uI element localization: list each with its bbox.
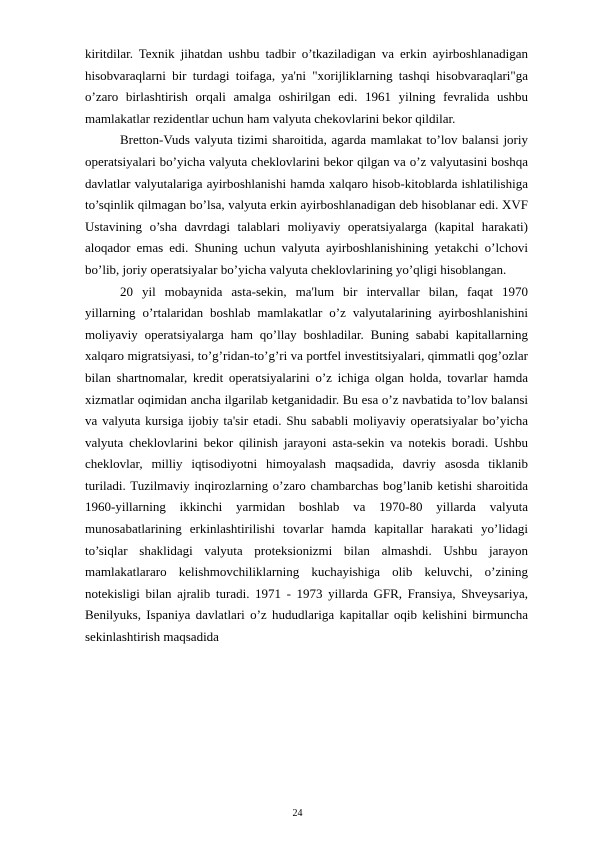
page-number: 24 [292,808,303,819]
paragraph-3: 20 yil mobaynida asta-sekin, ma'lum bir intervallar bilan, faqat 1970 yillarning o’rtalaridan boshlab mamlakatlar o’z valyutalarining ayirboshlanishini moliyaviy operatsiyalarga ham qo’llay boshladilar. Buning sababi kapitallarning xalqaro migratsiyasi, to’g’ridan-to’g’ri va portfel investitsiyalari, qimmatli qog’ozlar bilan shartnomalar, kredit operatsiyalarini o’z ichiga olgan holda, tovarlar hamda xizmatlar oqimidan ancha ilgarilab ketganidadir. Bu esa o’z navbatida to’lov balansi va valyuta kursiga ijobiy ta'sir etadi. Shu sababli moliyaviy operatsiyalar bo’yicha valyuta cheklovlarini bekor qilinish jarayoni asta-sekin va notekis boradi. Ushbu cheklovlar, milliy iqtisodiyotni himoyalash maqsadida, davriy asosda tiklanib turiladi. Tuzilmaviy inqirozlarning o’zaro chambarchas bog’lanib ketishi sharoitida 1960-yillarning ikkinchi yarmidan boshlab va 1970-80 yillarda valyuta munosabatlarining erkinlashtirilishi tovarlar hamda kapitallar harakati yo’lidagi to’siqlar shaklidagi valyuta proteksionizmi bilan almashdi. Ushbu jarayon mamlakatlararo kelishmovchiliklarning kuchayishiga olib keluvchi, o’zining notekisligi bilan ajralib turadi. 1971 - 1973 yillarda GFR, Fransiya, Shveysariya, Benilyuks, Ispaniya davlatlari o’z hududlariga kapitallar oqib kelishini birmuncha sekinlashtirish maqsadida [85,283,528,645]
paragraph-2: Bretton-Vuds valyuta tizimi sharoitida, agarda mamlakat to’lov balansi joriy operatsiyalari bo’yicha valyuta cheklovlarini bekor qilgan va o’z valyutasini boshqa davlatlar valyutalariga ayirboshlanishi hamda xalqaro hisob-kitoblarda ishlatilishiga to’sqinlik qilmagan bo’lsa, valyuta erkin ayirboshlanadigan deb hisoblanar edi. XVF Ustavining o’sha davrdagi talablari moliyaviy operatsiyalarga (kapital harakati) aloqador emas edi. Shuning uchun valyuta ayirboshlanishining yetakchi o’lchovi bo’lib, joriy operatsiyalar bo’yicha valyuta cheklovlarining yo’qligi hisoblangan. [85,132,528,277]
paragraph-1: kiritdilar. Texnik jihatdan ushbu tadbir o’tkaziladigan va erkin ayirboshlanadigan hisobvaraqlarni bir turdagi toifaga, ya'ni "xorijliklarning tashqi hisobvaraqlari"ga o’zaro birlashtirish orqali amalga oshirilgan edi. 1961 yilning fevralida ushbu mamlakatlar rezidentlar uchun ham valyuta chekovlarini bekor qildilar. [85,46,528,126]
document-body [85,43,528,648]
